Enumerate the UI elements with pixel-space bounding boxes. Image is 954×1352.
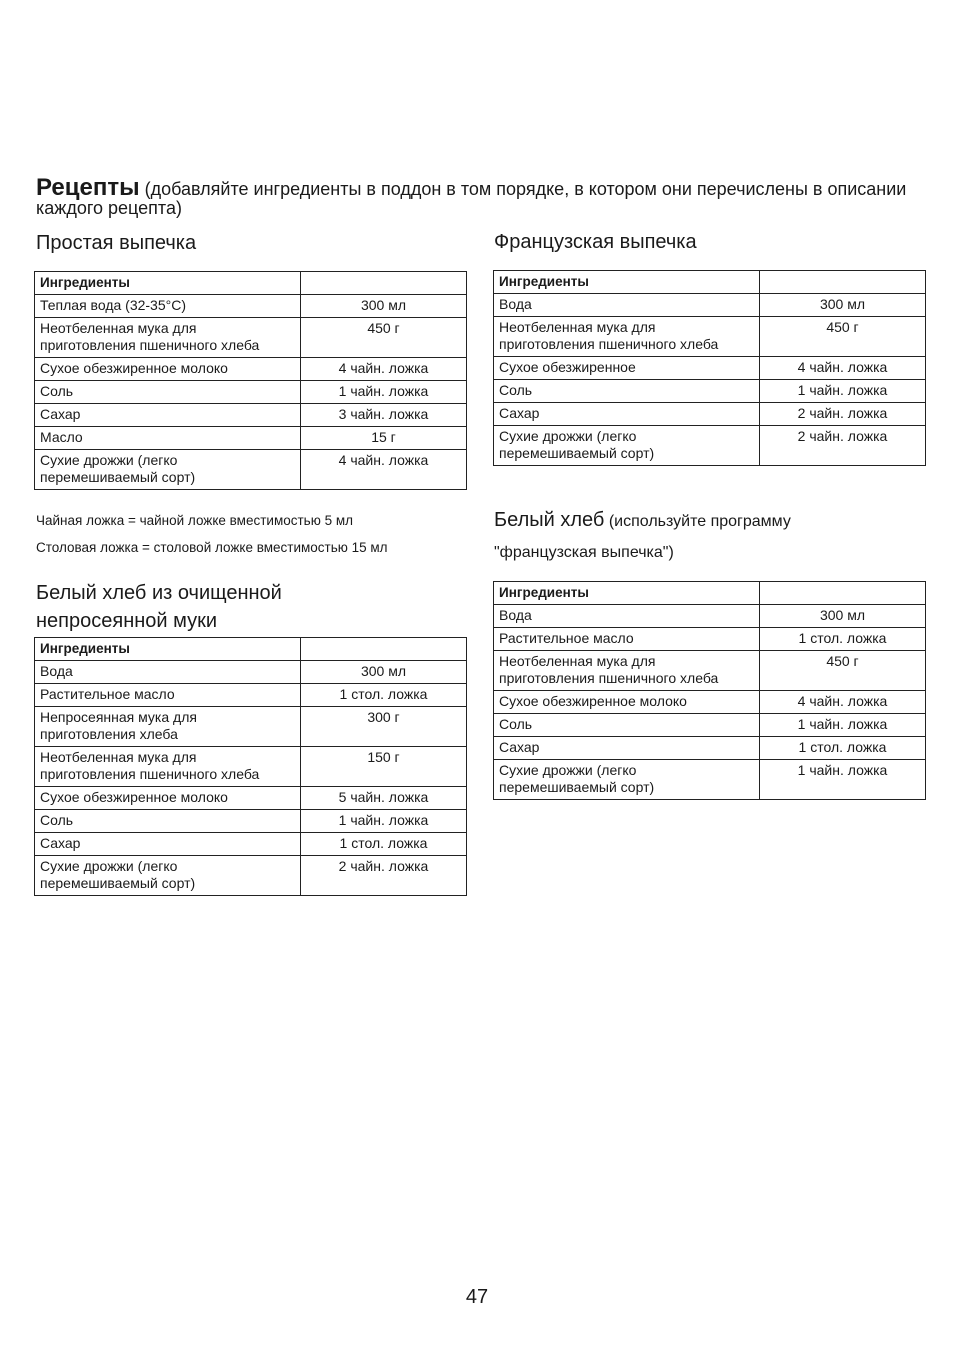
table-header-row [494, 582, 926, 605]
table-row [35, 707, 467, 747]
ingredient-name-cell: Сухие дрожжи (легко перемешиваемый сорт) [494, 760, 760, 800]
ingredient-name-cell: Растительное масло [494, 628, 760, 651]
ingredient-amount-cell: 1 стол. ложка [301, 833, 467, 856]
ingredient-name-cell: Теплая вода (32-35°C) [35, 295, 301, 318]
ingredient-amount-cell: 450 г [760, 317, 926, 357]
ingredient-name-cell: Вода [494, 605, 760, 628]
ingredient-name-cell: Вода [494, 294, 760, 317]
table-header-row [35, 638, 467, 661]
ingredient-name-cell: Сухое обезжиренное молоко [35, 358, 301, 381]
wholemeal-recipe-title-line1: Белый хлеб из очищенной [36, 582, 282, 604]
table-row [35, 810, 467, 833]
ingredient-amount-cell: 2 чайн. ложка [301, 856, 467, 896]
ingredient-name-cell: Сухие дрожжи (легко перемешиваемый сорт) [494, 426, 760, 466]
table-row [494, 357, 926, 380]
ingredient-name-cell: Вода [35, 661, 301, 684]
ingredient-amount-cell: 1 стол. ложка [301, 684, 467, 707]
table-row [494, 294, 926, 317]
ingredient-name-cell: Растительное масло [35, 684, 301, 707]
heading-title: Рецепты [36, 174, 140, 201]
ingredient-amount-cell: 4 чайн. ложка [760, 357, 926, 380]
amount-header-cell [760, 582, 926, 605]
ingredient-name-cell: Неотбеленная мука для приготовления пшеничного хлеба [494, 317, 760, 357]
simple-recipe-table [34, 271, 467, 490]
table-row [35, 856, 467, 896]
ingredient-name-cell: Соль [494, 380, 760, 403]
teaspoon-note: Чайная ложка = чайной ложке вместимостью 5 мл [36, 513, 353, 528]
amount-header-cell [760, 271, 926, 294]
ingredients-header-cell: Ингредиенты [35, 638, 301, 661]
ingredient-amount-cell: 1 чайн. ложка [301, 381, 467, 404]
ingredient-name-cell: Сухое обезжиренное молоко [494, 691, 760, 714]
french-recipe-table [493, 270, 926, 466]
table-row [35, 787, 467, 810]
table-header-row [494, 271, 926, 294]
table-row [494, 605, 926, 628]
ingredient-amount-cell: 300 мл [760, 294, 926, 317]
ingredient-amount-cell: 300 г [301, 707, 467, 747]
ingredient-amount-cell: 1 стол. ложка [760, 737, 926, 760]
heading-subtitle: (добавляйте ингредиенты в поддон в том порядке, в котором они перечислены в описании каждого рецепта) [36, 179, 907, 218]
table-row [35, 450, 467, 490]
white-recipe-title-main: Белый хлеб [494, 509, 605, 531]
ingredient-amount-cell: 300 мл [760, 605, 926, 628]
ingredient-amount-cell: 1 чайн. ложка [760, 714, 926, 737]
white-recipe-title-note2: "французская выпечка") [494, 544, 674, 561]
table-row [494, 403, 926, 426]
table-row [35, 318, 467, 358]
ingredient-name-cell: Неотбеленная мука для приготовления пшеничного хлеба [494, 651, 760, 691]
ingredient-name-cell: Сахар [494, 403, 760, 426]
ingredient-amount-cell: 4 чайн. ложка [760, 691, 926, 714]
table-row [35, 381, 467, 404]
ingredient-name-cell: Сахар [35, 833, 301, 856]
table-row [35, 661, 467, 684]
ingredient-amount-cell: 3 чайн. ложка [301, 404, 467, 427]
ingredient-amount-cell: 450 г [301, 318, 467, 358]
table-row [35, 833, 467, 856]
ingredient-amount-cell: 1 чайн. ложка [301, 810, 467, 833]
table-row [494, 426, 926, 466]
ingredient-amount-cell: 4 чайн. ложка [301, 450, 467, 490]
table-row [35, 404, 467, 427]
table-row [494, 380, 926, 403]
table-row [494, 317, 926, 357]
table-header-row [35, 272, 467, 295]
table-row [494, 714, 926, 737]
ingredient-amount-cell: 150 г [301, 747, 467, 787]
ingredient-name-cell: Неотбеленная мука для приготовления пшеничного хлеба [35, 747, 301, 787]
amount-header-cell [301, 272, 467, 295]
table-row [35, 358, 467, 381]
ingredient-amount-cell: 15 г [301, 427, 467, 450]
ingredient-name-cell: Соль [494, 714, 760, 737]
ingredient-amount-cell: 300 мл [301, 661, 467, 684]
table-row [494, 628, 926, 651]
ingredient-name-cell: Неотбеленная мука для приготовления пшеничного хлеба [35, 318, 301, 358]
table-row [35, 684, 467, 707]
ingredient-amount-cell: 2 чайн. ложка [760, 403, 926, 426]
ingredient-name-cell: Соль [35, 810, 301, 833]
ingredient-amount-cell: 1 чайн. ложка [760, 380, 926, 403]
ingredient-amount-cell: 300 мл [301, 295, 467, 318]
ingredient-name-cell: Сухое обезжиренное [494, 357, 760, 380]
ingredient-name-cell: Масло [35, 427, 301, 450]
white-recipe-title-note: (используйте программу [604, 513, 791, 530]
ingredient-amount-cell: 4 чайн. ложка [301, 358, 467, 381]
ingredient-amount-cell: 1 стол. ложка [760, 628, 926, 651]
ingredient-amount-cell: 2 чайн. ложка [760, 426, 926, 466]
page-number: 47 [465, 1286, 489, 1308]
ingredient-amount-cell: 450 г [760, 651, 926, 691]
ingredients-header-cell: Ингредиенты [494, 582, 760, 605]
ingredient-name-cell: Непросеянная мука для приготовления хлеба [35, 707, 301, 747]
page-heading [36, 174, 936, 218]
ingredient-name-cell: Соль [35, 381, 301, 404]
table-row [35, 427, 467, 450]
wholemeal-recipe-title-line2: непросеянной муки [36, 610, 218, 632]
wholemeal-recipe-table [34, 637, 467, 896]
white-recipe-title [494, 506, 791, 536]
amount-header-cell [301, 638, 467, 661]
white-recipe-table [493, 581, 926, 800]
ingredients-header-cell: Ингредиенты [494, 271, 760, 294]
tablespoon-note: Столовая ложка = столовой ложке вместимостью 15 мл [36, 540, 388, 555]
table-row [494, 737, 926, 760]
french-recipe-title: Французская выпечка [494, 231, 697, 253]
table-row [494, 651, 926, 691]
table-row [494, 760, 926, 800]
ingredients-header-cell: Ингредиенты [35, 272, 301, 295]
table-row [35, 747, 467, 787]
ingredient-name-cell: Сухое обезжиренное молоко [35, 787, 301, 810]
simple-recipe-title: Простая выпечка [36, 232, 197, 254]
ingredient-name-cell: Сухие дрожжи (легко перемешиваемый сорт) [35, 856, 301, 896]
ingredient-name-cell: Сахар [494, 737, 760, 760]
ingredient-name-cell: Сухие дрожжи (легко перемешиваемый сорт) [35, 450, 301, 490]
table-row [494, 691, 926, 714]
ingredient-amount-cell: 1 чайн. ложка [760, 760, 926, 800]
ingredient-name-cell: Сахар [35, 404, 301, 427]
table-row [35, 295, 467, 318]
ingredient-amount-cell: 5 чайн. ложка [301, 787, 467, 810]
